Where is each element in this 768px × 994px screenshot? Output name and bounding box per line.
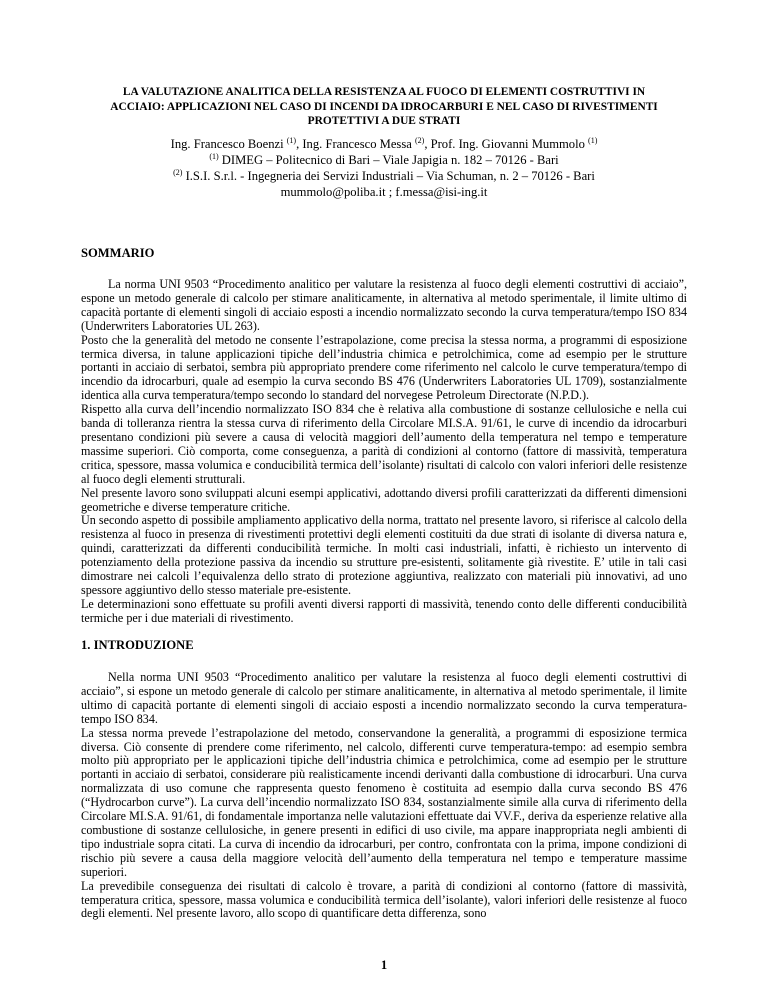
affiliation-marker: (1) — [209, 151, 219, 161]
paragraph: La stessa norma prevede l’estrapolazione del metodo, conservandone la generalità, a programmi di esposizione termica diversa. Ciò consente di prendere come riferimento, nel calcolo, differenti curve temperatura-tempo: ad esempio sembra molto più appropriato per le applicazioni tipiche dell’industria chimica e petrolchimica, come ad esempio per le strutture portanti in acciaio di serbatoi, considerare più realisticamente incendi derivanti dalla combustione di idrocarburi. Una curva normalizzata di uso comune che rappresenta questo fenomeno è costituita ad esempio dalla curva secondo BS 476 (“Hydrocarbon curve”). La curva dell’incendio normalizzato ISO 834, sostanzialmente simile alla curva di riferimento della Circolare MI.S.A. 91/61, di fondamentale importanza nelle valutazioni effettuate dai VV.F., deriva da esperienze relative alla combustione di sostanze cellulosiche, in genere presenti in edifici di uso civile, ma appare inappropriata negli ambienti di tipo industriale sopra citati. La curva di incendio da idrocarburi, per contro, confrontata con la prima, impone condizioni di rischio più severe a causa della maggiore velocità dell’aumento della temperatura nel tempo e temperature massime superiori. — [81, 725, 687, 879]
paragraph: Posto che la generalità del metodo ne consente l’estrapolazione, come precisa la stessa norma, a programmi di esposizione termica diversa, in talune applicazioni tipiche dell’industria chimica e petrolchimica, come ad esempio per le strutture portanti in acciaio di serbatoi, sembra più appropriato prendere come riferimento nel calcolo le curve temperatura/tempo di incendio da idrocarburi, quale ad esempio la curva secondo BS 476 (Underwriters Laboratories UL 1709), sostanzialmente identica alla curva temperatura/tempo secondo lo standard del norvegese Petroleum Directorate (N.P.D.). — [81, 332, 687, 403]
introduzione-body — [81, 671, 687, 921]
author-emails: mummolo@poliba.it ; f.messa@isi-ing.it — [280, 185, 488, 199]
sommario-body — [81, 278, 687, 626]
affiliation-marker: (1) — [588, 135, 598, 145]
author-name: , Ing. Francesco Messa — [296, 137, 415, 151]
affiliation-line — [95, 152, 673, 168]
page-number: 1 — [380, 958, 388, 972]
affiliation-marker: (2) — [414, 135, 425, 145]
paragraph: Rispetto alla curva dell’incendio normalizzato ISO 834 che è relativa alla combustione di sostanze cellulosiche e nella cui banda di tolleranza rientra la stessa curva di riferimento della Circolare MI.S.A. 91/61, le curve di incendio da idrocarburi presentano condizioni più severe a causa di velocità maggiori dell’aumento della temperatura nel tempo e temperature massime superiori. Ciò comporta, come conseguenza, a parità di condizioni al contorno (fattore di massività, temperatura critica, spessore, massa volumica e conducibilità termica dell’isolante) risultati di calcolo con valori inferiori delle resistenze al fuoco degli elementi strutturali. — [81, 402, 687, 486]
affiliation-marker: (2) — [173, 167, 183, 177]
paragraph: La prevedibile conseguenza dei risultati di calcolo è trovare, a parità di condizioni al contorno (fattore di massività, temperatura critica, spessore, massa volumica e conducibilità termica dell’isolante), valori inferiori delle resistenze al fuoco degli elementi. Nel presente lavoro, allo scopo di quantificare detta differenza, sono — [81, 878, 687, 921]
paragraph: La norma UNI 9503 “Procedimento analitico per valutare la resistenza al fuoco degli elementi costruttivi di acciaio”, espone un metodo generale di calcolo per stimare analiticamente, in alternativa al metodo sperimentale, il limite ultimo di capacità portante di elementi singoli di acciaio esposti a incendio normalizzato secondo la curva temperatura/tempo ISO 834 (Underwriters Laboratories UL 263). — [81, 277, 687, 333]
sommario-heading: SOMMARIO — [81, 246, 155, 260]
introduzione-heading: 1. INTRODUZIONE — [81, 638, 194, 652]
author-name: Ing. Francesco Boenzi — [170, 137, 287, 151]
paragraph: Nella norma UNI 9503 “Procedimento analitico per valutare la resistenza al fuoco degli elementi costruttivi di acciaio”, si espone un metodo generale di calcolo per stimare analiticamente, in alternativa al metodo sperimentale, il limite ultimo di capacità portante di elementi singoli di acciaio esposti a incendio normalizzato secondo la curva temperatura-tempo ISO 834. — [81, 670, 687, 726]
affiliation-text: DIMEG – Politecnico di Bari – Viale Japigia n. 182 – 70126 - Bari — [218, 153, 559, 167]
affiliation-marker: (1) — [286, 135, 297, 145]
author-block — [95, 136, 673, 200]
paragraph: Un secondo aspetto di possibile ampliamento applicativo della norma, trattato nel presente lavoro, si riferisce al calcolo della resistenza al fuoco in presenza di rivestimenti protettivi degli elementi costituiti da due strati di isolante di diversa natura e, quindi, caratterizzati da differenti conducibilità termiche. In molti casi industriali, infatti, è richiesto un intervento di potenziamento della protezione passiva da incendio su strutture pre-esistenti, solitamente già rivestite. E’ utile in tali casi dimostrare nei calcoli l’equivalenza dello strato di protezione aggiuntiva, realizzato con materiali più innovativi, ad uno spessore aggiuntivo dello stesso materiale pre-esistente. — [81, 513, 687, 597]
author-name: , Prof. Ing. Giovanni Mummolo — [424, 137, 589, 151]
affiliation-text: I.S.I. S.r.l. - Ingegneria dei Servizi Industriali – Via Schuman, n. 2 – 70126 - Bari — [182, 169, 595, 183]
paragraph: Nel presente lavoro sono sviluppati alcuni esempi applicativi, adottando diversi profili caratterizzati da differenti dimensioni geometriche e diverse temperature critiche. — [81, 485, 687, 514]
paragraph: Le determinazioni sono effettuate su profili aventi diversi rapporti di massività, tenendo conto delle differenti conducibilità termiche per i due materiali di rivestimento. — [81, 596, 687, 625]
author-line — [95, 136, 673, 152]
affiliation-line — [95, 168, 673, 184]
paper-title: LA VALUTAZIONE ANALITICA DELLA RESISTENZA AL FUOCO DI ELEMENTI COSTRUTTIVI IN ACCIAIO: APPLICAZIONI NEL CASO DI INCENDI DA IDROCARBURI E NEL CASO DI RIVESTIMENTI PROTETTIVI A DUE STRATI — [110, 86, 658, 127]
